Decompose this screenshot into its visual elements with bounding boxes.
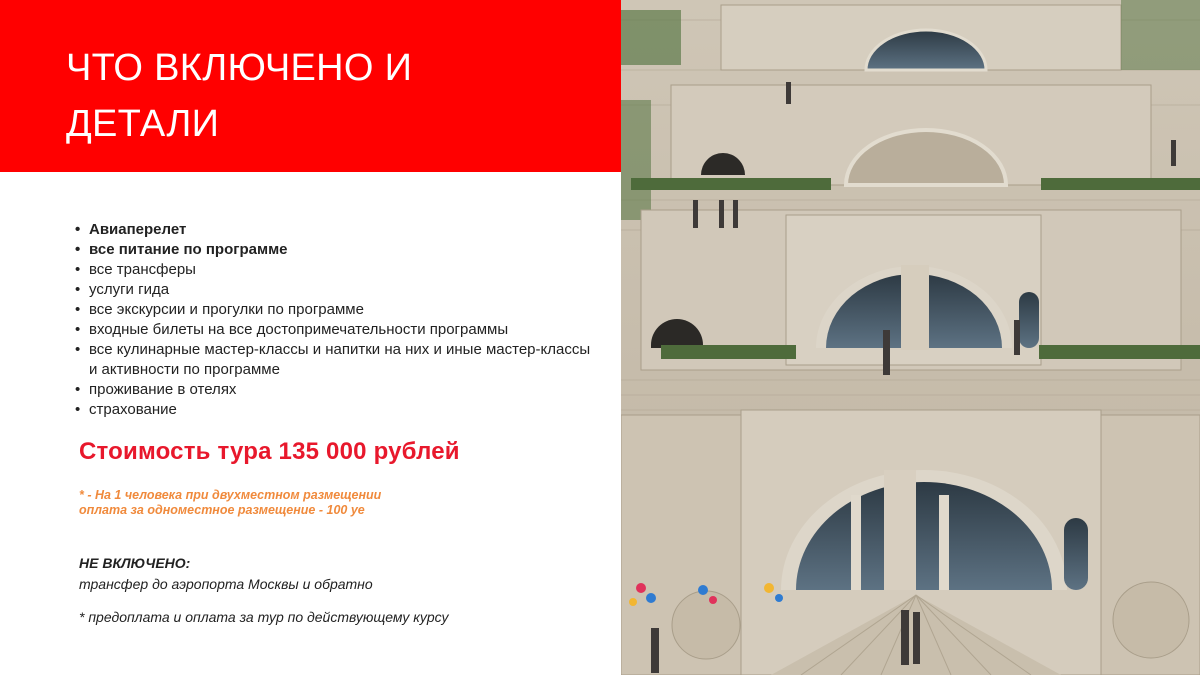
not-included-heading: НЕ ВКЛЮЧЕНО: <box>79 555 191 571</box>
list-item: • все кулинарные мастер-классы и напитки на них и иные мастер-классы и активности по программе <box>72 340 592 380</box>
tour-price: Стоимость тура 135 000 рублей <box>79 438 460 465</box>
list-item: • страхование <box>72 400 592 420</box>
title-line-1: ЧТО ВКЛЮЧЕНО И <box>66 47 413 89</box>
included-list <box>72 220 592 420</box>
list-item: • все трансферы <box>72 260 592 280</box>
list-item: • все экскурсии и прогулки по программе <box>72 300 592 320</box>
price-note <box>79 488 381 518</box>
page-title <box>66 40 586 152</box>
list-item: • проживание в отелях <box>72 380 592 400</box>
price-note-line-1: * - На 1 человека при двухместном размещении <box>79 488 382 502</box>
prepayment-note: * предоплата и оплата за тур по действующему курсу <box>79 609 449 625</box>
cascade-stairs-image <box>621 0 1200 675</box>
list-item: • все питание по программе <box>72 240 592 260</box>
cascade-photo <box>621 0 1200 675</box>
not-included-text: трансфер до аэропорта Москвы и обратно <box>79 576 373 592</box>
title-line-2: ДЕТАЛИ <box>66 103 220 145</box>
list-item: • Авиаперелет <box>72 220 592 240</box>
price-note-line-2: оплата за одноместное размещение - 100 уе <box>79 503 365 517</box>
list-item: • входные билеты на все достопримечательности программы <box>72 320 592 340</box>
title-banner <box>0 0 621 172</box>
list-item: • услуги гида <box>72 280 592 300</box>
